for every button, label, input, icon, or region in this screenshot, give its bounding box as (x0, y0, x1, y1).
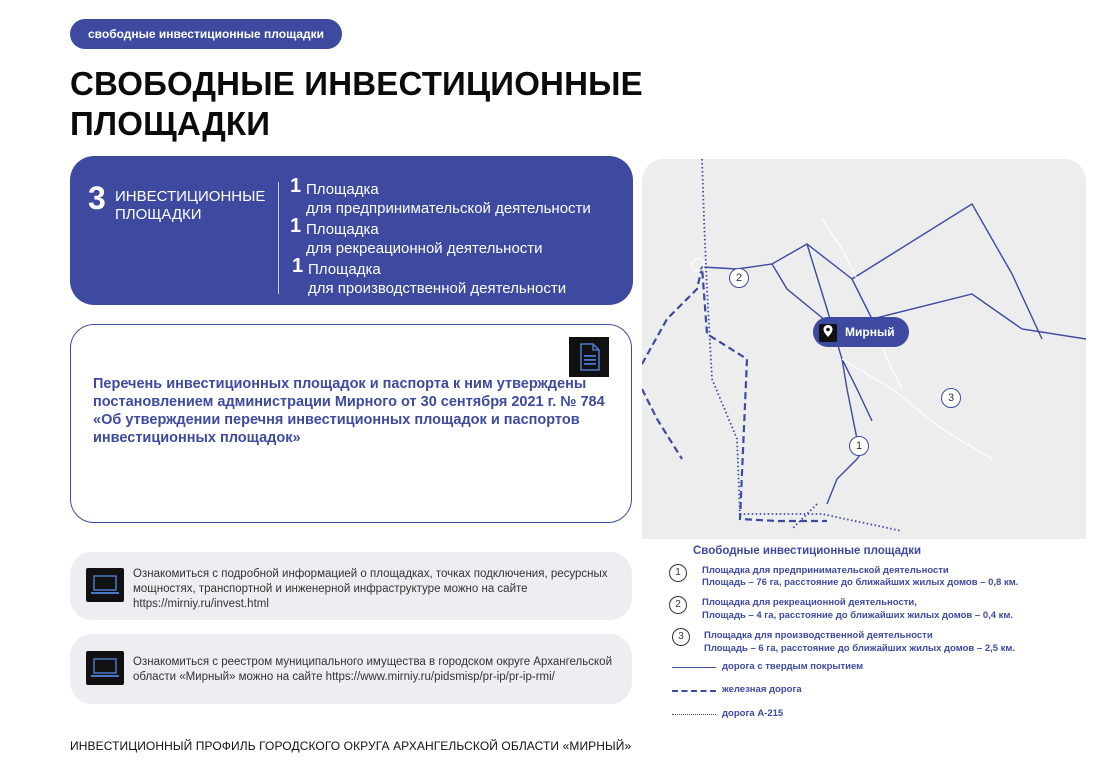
legend-title: Свободные инвестиционные площадки (693, 545, 922, 557)
city-name: Мирный (845, 325, 895, 339)
section-tag: свободные инвестиционные площадки (70, 19, 342, 49)
site-count: 1 (290, 215, 302, 237)
legend-dashed-line (672, 690, 716, 692)
document-card (70, 324, 632, 523)
site-count: 1 (292, 255, 304, 277)
legend-item-2-title: Площадка для рекреационной деятельности, (702, 597, 917, 608)
legend-item-3-title: Площадка для производственной деятельности (704, 630, 933, 641)
map-marker-2[interactable]: 2 (729, 268, 749, 288)
info-link-text[interactable]: Ознакомиться с подробной информацией о площадках, точках подключения, ресурсных мощностях, транспортной и инженерной инфраструктуре можно на сайте https://mirniy.ru/invest.html (133, 568, 608, 610)
site-title: Площадка (306, 181, 379, 198)
map-roads (642, 159, 1086, 539)
sites-summary-card (70, 156, 633, 305)
city-marker[interactable] (813, 317, 909, 347)
map-marker-1[interactable]: 1 (849, 436, 869, 456)
map-marker-3[interactable]: 3 (941, 388, 961, 408)
legend-highway-label: дорога А-215 (722, 708, 784, 719)
legend-item-2-details: Площадь – 4 га, расстояние до ближайших жилых домов – 0,4 км. (702, 610, 1014, 621)
site-purpose: для производственной деятельности (308, 280, 567, 297)
legend-item-1-details: Площадь – 76 га, расстояние до ближайших жилых домов – 0,8 км. (702, 577, 1019, 588)
legend-item-1-title: Площадка для предпринимательской деятельности (702, 565, 949, 576)
legend-marker-3: 3 (672, 628, 690, 646)
site-title: Площадка (308, 261, 381, 278)
legend-road-label: дорога с твердым покрытием (722, 661, 864, 672)
laptop-icon (86, 651, 124, 685)
document-icon (569, 337, 609, 377)
legend-marker-1: 1 (669, 564, 687, 582)
registry-link-card[interactable] (70, 634, 632, 704)
legend-solid-line (672, 667, 716, 668)
divider (278, 182, 279, 294)
sites-count-label: ИНВЕСТИЦИОННЫЕ ПЛОЩАДКИ (115, 188, 266, 223)
info-link-card[interactable] (70, 552, 632, 620)
document-description: Перечень инвестиционных площадок и паспорта к ним утверждены постановлением администрации Мирного от 30 сентября 2021 г. № 784 «Об утверждении перечня инвестиционных площадок и паспортов инвестиционных площадок» (93, 376, 605, 446)
legend-railway-label: железная дорога (722, 684, 802, 695)
legend-dotted-line (672, 714, 716, 715)
page-footer: ИНВЕСТИЦИОННЫЙ ПРОФИЛЬ ГОРОДСКОГО ОКРУГА АРХАНГЕЛЬСКОЙ ОБЛАСТИ «МИРНЫЙ» (70, 739, 632, 753)
legend-item-3-details: Площадь – 6 га, расстояние до ближайших жилых домов – 2,5 км. (704, 643, 1016, 654)
laptop-icon (86, 568, 124, 602)
page-title: СВОБОДНЫЕ ИНВЕСТИЦИОННЫЕ ПЛОЩАДКИ (70, 65, 643, 142)
site-count: 1 (290, 175, 302, 197)
map-legend (642, 539, 1086, 724)
site-purpose: для предпринимательской деятельности (306, 200, 591, 217)
sites-count: 3 (88, 180, 106, 216)
site-title: Площадка (306, 221, 379, 238)
registry-link-text[interactable]: Ознакомиться с реестром муниципального имущества в городском округе Архангельской области «Мирный» можно на сайте https://www.mirniy.ru/pidsmisp/pr-ip/pr-ip-rmi/ (133, 656, 612, 683)
site-purpose: для рекреационной деятельности (306, 240, 543, 257)
legend-marker-2: 2 (669, 596, 687, 614)
location-pin-icon (819, 324, 837, 342)
map-panel (642, 159, 1086, 724)
